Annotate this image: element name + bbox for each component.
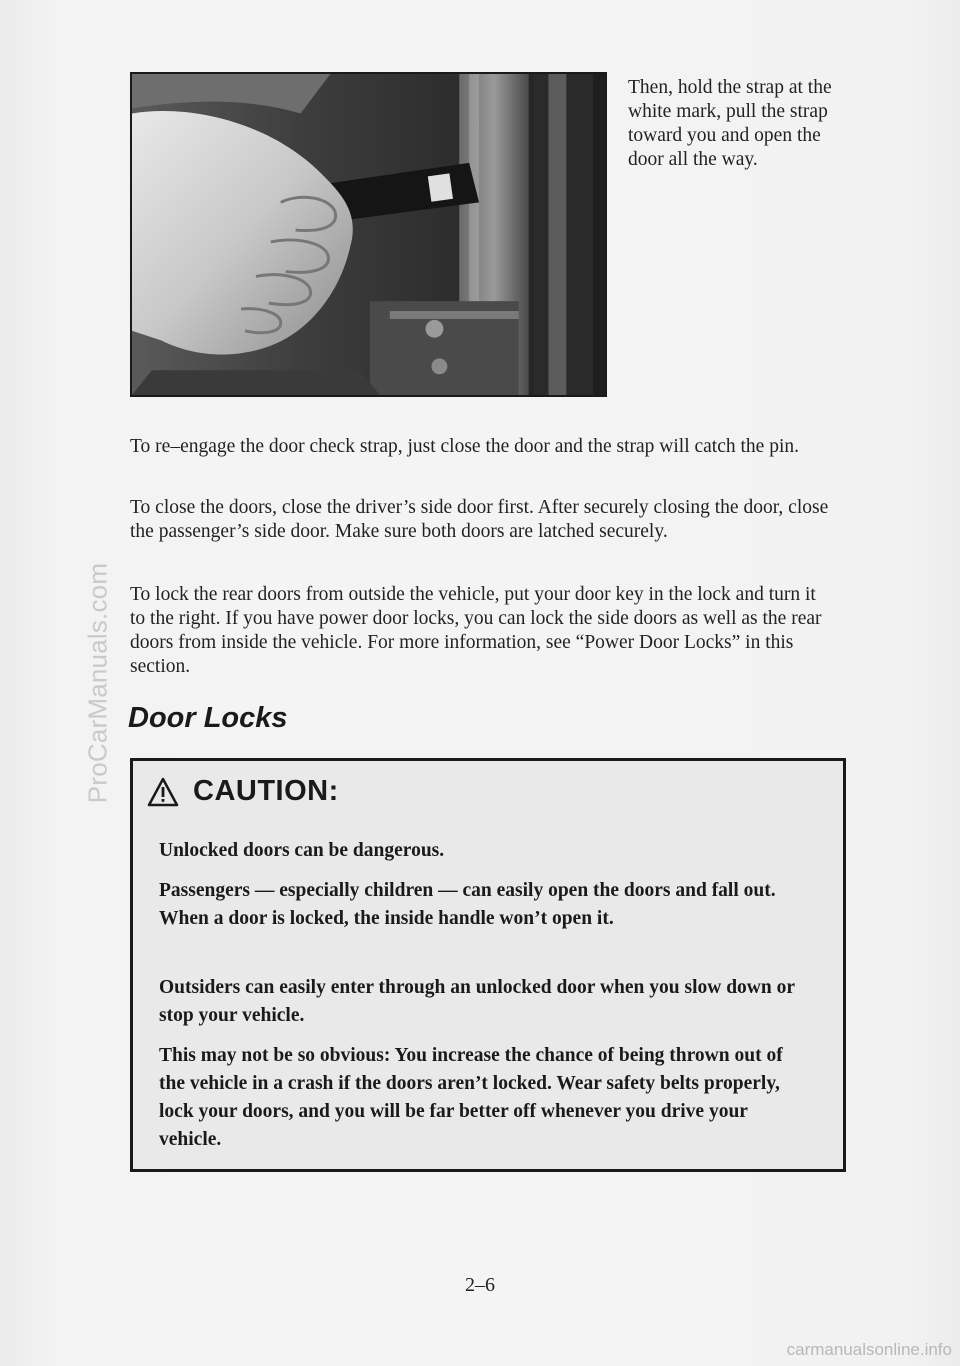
page-number: 2–6 [465,1274,495,1296]
caution-label: CAUTION: [193,775,339,807]
caution-box [130,758,846,1172]
photo-caption: Then, hold the strap at the white mark, pull the strap toward you and open the door all the way. [628,77,832,170]
caution-title [147,775,339,808]
warning-triangle-icon [147,777,179,807]
caution-paragraph: Passengers — especially children — can easily open the doors and fall out. When a door is locked, the inside handle won’t open it. [159,880,776,929]
caution-paragraph: Unlocked doors can be dangerous. [159,840,445,861]
door-strap-illustration [132,74,605,395]
paragraph-close-doors: To close the doors, close the driver’s side door first. After securely closing the door, close the passenger’s side door. Make sure both doors are latched securely. [130,497,829,542]
section-heading-door-locks: Door Locks [128,702,288,734]
paragraph-lock-rear-doors: To lock the rear doors from outside the vehicle, put your door key in the lock and turn it to the right. If you have power door locks, you can lock the side doors as well as the rear doors from inside the vehicle. For more information, see “Power Door Locks” in this section. [130,584,822,677]
footer-watermark: carmanualsonline.info [786,1340,952,1359]
paragraph-reengage-strap: To re–engage the door check strap, just close the door and the strap will catch the pin. [130,436,799,457]
side-watermark: ProCarManuals.com [82,562,113,804]
caution-paragraph: Outsiders can easily enter through an unlocked door when you slow down or stop your vehicle. [159,977,795,1026]
door-strap-photo [130,72,607,397]
caution-paragraph: This may not be so obvious: You increase the chance of being thrown out of the vehicle in a crash if the doors aren’t locked. Wear safety belts properly, lock your doors, and you will be far better off whenever you drive your vehicle. [159,1045,783,1150]
